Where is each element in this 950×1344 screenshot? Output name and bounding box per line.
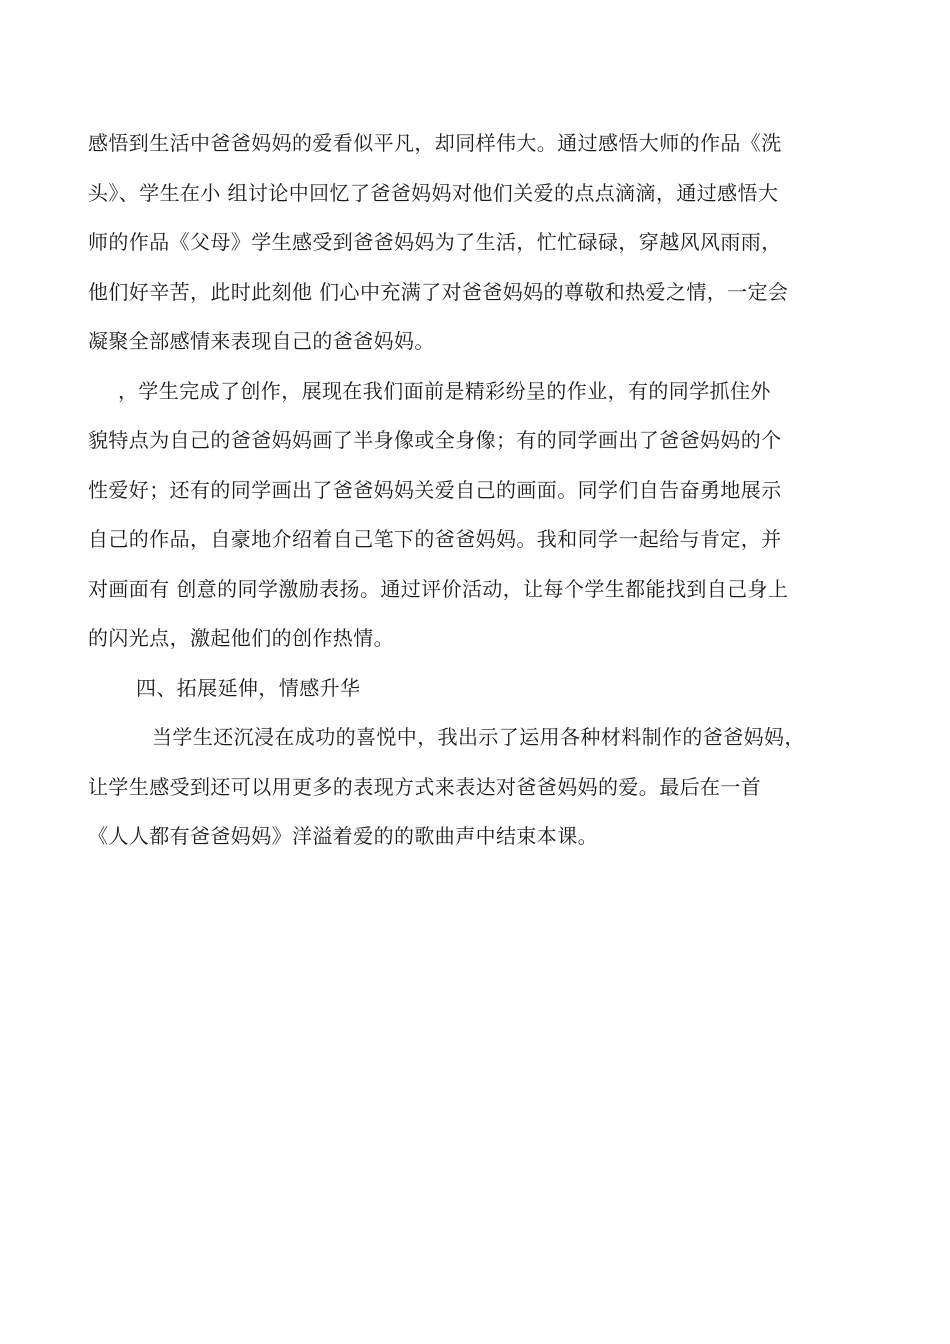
paragraph-student-works [88, 367, 868, 664]
text-line: 头》、学生在小 组讨论中回忆了爸爸妈妈对他们关爱的点点滴滴，通过感悟大 [88, 180, 779, 205]
text-line: ，学生完成了创作，展现在我们面前是精彩纷呈的作业，有的同学抓住外 [118, 378, 771, 403]
text-line: 凝聚全部感情来表现自己的爸爸妈妈。 [88, 329, 435, 353]
text-line: 性爱好；还有的同学画出了爸爸妈妈关爱自己的画面。同学们自告奋勇地展示 [88, 477, 782, 502]
text-line: 感悟到生活中爸爸妈妈的爱看似平凡，却同样伟大。通过感悟大师的作品《洗 [88, 131, 782, 155]
text-line: 貌特点为自己的爸爸妈妈画了半身像或全身像；有的同学画出了爸爸妈妈的个 [88, 428, 782, 452]
paragraph-reflection [88, 119, 868, 367]
text-line: 让学生感受到还可以用更多的表现方式来表达对爸爸妈妈的爱。最后在一首 [88, 774, 762, 799]
text-line: 师的作品《父母》学生感受到爸爸妈妈为了生活，忙忙碌碌，穿越风风雨雨， [88, 230, 782, 254]
text-line: 《人人都有爸爸妈妈》洋溢着爱的的歌曲声中结束本课。 [88, 824, 598, 848]
text-line: 的闪光点，激起他们的创作热情。 [88, 626, 394, 650]
text-line: 自己的作品，自豪地介绍着自己笔下的爸爸妈妈。我和同学一起给与肯定，并 [88, 527, 782, 551]
text-line: 他们好辛苦，此时此刻他 们心中充满了对爸爸妈妈的尊敬和热爱之情，一定会 [88, 279, 789, 304]
text-line: 对画面有 创意的同学激励表扬。通过评价活动，让每个学生都能找到自己身上 [88, 576, 789, 601]
text-line: 当学生还沉浸在成功的喜悦中，我出示了运用各种材料制作的爸爸妈妈， [152, 725, 805, 749]
paragraph-extension [88, 713, 868, 862]
document-body [88, 119, 868, 862]
section-heading: 四、拓展延伸，情感升华 [136, 675, 361, 700]
